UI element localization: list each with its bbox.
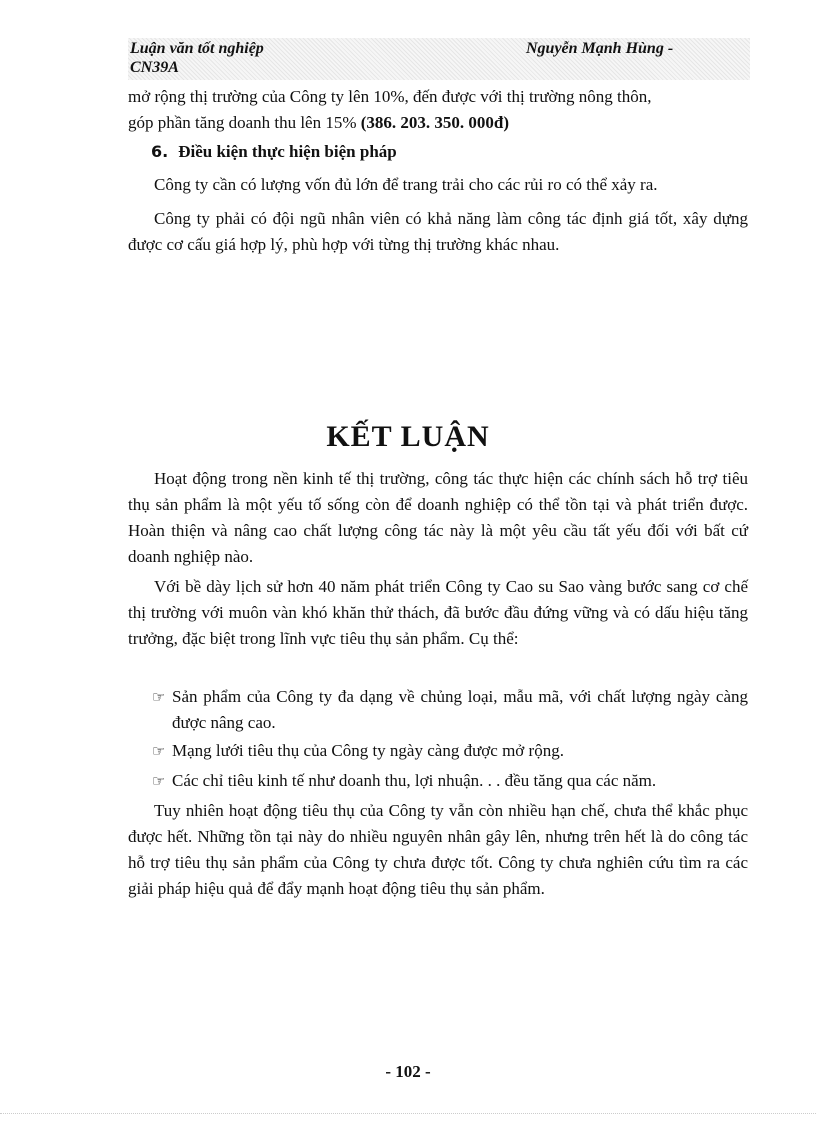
section-6-para-2: Công ty phải có đội ngũ nhân viên có khả năng làm công tác định giá tốt, xây dựng được cơ cấu giá hợp lý, phù hợp với từng thị trường khác nhau.	[128, 209, 748, 254]
intro-line-2: góp phần tăng doanh thu lên 15%	[128, 113, 361, 132]
bullet-text: Mạng lưới tiêu thụ của Công ty ngày càng được mở rộng.	[172, 741, 564, 760]
list-item	[152, 684, 748, 736]
conclusion-title: KẾT LUẬN	[326, 420, 490, 453]
pointing-hand-icon: ☞	[152, 688, 166, 706]
section-6-number: 6.	[151, 142, 169, 161]
page-number: - 102 -	[385, 1062, 431, 1081]
intro-line-1: mở rộng thị trường của Công ty lên 10%, đến được với thị trường nông thôn,	[128, 87, 652, 106]
conclusion-para-2: Với bề dày lịch sử hơn 40 năm phát triển Công ty Cao su Sao vàng bước sang cơ chế thị trường với muôn vàn khó khăn thử thách, đã bước đầu đứng vững và có dấu hiệu tăng trưởng, đặc biệt trong lĩnh vực tiêu thụ sản phẩm. Cụ thể:	[128, 577, 748, 648]
intro-revenue-figure: (386. 203. 350. 000đ)	[360, 113, 510, 132]
section-6-heading	[151, 140, 397, 164]
bullet-text: Sản phẩm của Công ty đa dạng về chủng loại, mẫu mã, với chất lượng ngày càng được nâng cao.	[172, 687, 748, 732]
list-item	[152, 768, 748, 794]
section-6-para-1: Công ty cần có lượng vốn đủ lớn để trang trải cho các rủi ro có thể xảy ra.	[154, 175, 658, 194]
header-class-code: CN39A	[130, 59, 179, 76]
section-6-title: Điều kiện thực hiện biện pháp	[178, 142, 397, 161]
bullet-text: Các chỉ tiêu kinh tế như doanh thu, lợi nhuận. . . đều tăng qua các năm.	[172, 771, 657, 790]
header-author: Nguyễn Mạnh Hùng -	[526, 40, 674, 57]
bottom-divider	[0, 1113, 816, 1115]
header-thesis-label: Luận văn tốt nghiệp	[130, 40, 264, 57]
pointing-hand-icon: ☞	[152, 742, 166, 760]
conclusion-para-1: Hoạt động trong nền kinh tế thị trường, công tác thực hiện các chính sách hỗ trợ tiêu thụ sản phẩm là một yếu tố sống còn để doanh nghiệp có thể tồn tại và phát triển được. Hoàn thiện và nâng cao chất lượng công tác này là một yêu cầu tất yếu đối với bất cứ doanh nghiệp nào.	[128, 469, 748, 566]
conclusion-para-3: Tuy nhiên hoạt động tiêu thụ của Công ty vẫn còn nhiều hạn chế, chưa thể khắc phục được hết. Những tồn tại này do nhiều nguyên nhân gây lên, nhưng trên hết là do công tác hỗ trợ tiêu thụ sản phẩm của Công ty chưa được tốt. Công ty chưa nghiên cứu tìm ra các giải pháp hiệu quả để đẩy mạnh hoạt động tiêu thụ sản phẩm.	[128, 801, 748, 898]
intro-paragraph	[128, 84, 748, 136]
pointing-hand-icon: ☞	[152, 772, 166, 790]
running-header	[128, 38, 750, 80]
list-item	[152, 738, 748, 764]
